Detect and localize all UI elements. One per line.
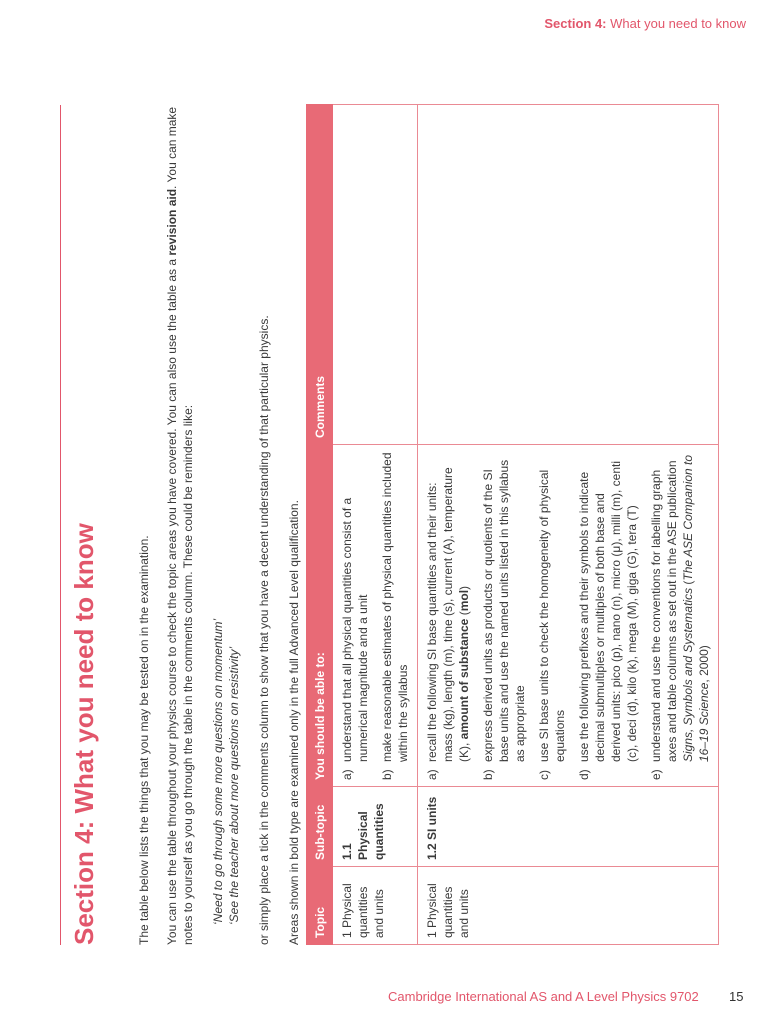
objective-text: use SI base units to check the homogeneity of physical equations bbox=[537, 469, 567, 762]
objective-item bbox=[648, 451, 712, 780]
objective-text: express derived units as products or quotients of the SI base units and use the named units listed in this syllabus as appropriate bbox=[481, 459, 527, 762]
objective-text: make reasonable estimates of physical quantities included within the syllabus bbox=[380, 452, 410, 762]
footer-book-title: Cambridge International AS and A Level Physics 9702 bbox=[388, 989, 699, 1004]
objective-item bbox=[339, 451, 371, 780]
header-topic: Topic bbox=[307, 867, 333, 945]
syllabus-table bbox=[306, 104, 719, 945]
header-objectives: You should be able to: bbox=[307, 445, 333, 787]
objective-item bbox=[576, 451, 640, 780]
intro-paragraph-1: The table below lists the things that you may be tested on in the examination. bbox=[137, 535, 151, 945]
section-heading-prefix: Section 4: bbox=[69, 820, 99, 945]
running-head-section: Section 4: bbox=[544, 16, 607, 31]
objective-italic-text: Signs, Symbols and Systematics bbox=[681, 587, 695, 762]
objective-text: understand and use the conventions for labelling graph axes and table columns as set out in the ASE publication bbox=[649, 460, 679, 762]
comments-cell[interactable] bbox=[418, 105, 719, 445]
section-rule bbox=[60, 105, 61, 945]
objective-italic-text: The ASE Companion to 16–19 Science bbox=[681, 454, 711, 762]
topic-cell: 1 Physical quantities and units bbox=[418, 867, 719, 945]
reminder-quote-2: ‘See the teacher about more questions on resistivity’ bbox=[227, 646, 241, 925]
topic-cell: 1 Physical quantities and units bbox=[333, 867, 418, 945]
objectives-cell bbox=[333, 445, 418, 787]
intro-p2-text-b: . You can make notes to yourself as you go through the table in the comments column. These could be reminders like: bbox=[165, 106, 195, 945]
objective-label: b) bbox=[380, 769, 394, 780]
objective-label: c) bbox=[537, 770, 551, 780]
intro-paragraph-4: Areas shown in bold type are examined only in the full Advanced Level qualification. bbox=[287, 500, 301, 945]
subtopic-cell: 1.2 SI units bbox=[418, 787, 719, 867]
running-head-title: What you need to know bbox=[610, 16, 746, 31]
header-subtopic: Sub-topic bbox=[307, 787, 333, 867]
objective-text: use the following prefixes and their symbols to indicate decimal submultiples or multiples of both base and derived units: pico (p), nano (n), micro (μ), milli (m), centi (c), deci (d), kilo (k), mega (M), giga (G), tera (T) bbox=[577, 461, 639, 762]
objective-label: a) bbox=[425, 769, 439, 780]
objective-text: recall the following SI base quantities and their units: mass (kg), length (m), time (s), current (A), temperature (K), bbox=[425, 467, 471, 762]
subtopic-cell: 1.1 Physical quantities bbox=[333, 787, 418, 867]
header-comments: Comments bbox=[307, 105, 333, 445]
objective-label: b) bbox=[481, 769, 495, 780]
objective-bold-text: amount of substance bbox=[457, 618, 471, 740]
objective-text: , 2000) bbox=[697, 645, 711, 683]
objective-label: d) bbox=[577, 769, 591, 780]
objective-item bbox=[424, 451, 472, 780]
section-heading bbox=[62, 523, 106, 945]
page-number: 15 bbox=[729, 989, 744, 1004]
objective-text: understand that all physical quantities consist of a numerical magnitude and a unit bbox=[340, 497, 370, 762]
running-head bbox=[544, 16, 746, 31]
objective-item bbox=[379, 451, 411, 780]
objective-text: ( bbox=[457, 611, 471, 619]
objectives-cell bbox=[418, 445, 719, 787]
table-row bbox=[333, 105, 418, 945]
intro-paragraph-2 bbox=[164, 105, 196, 945]
reminder-quote-1: ‘Need to go through some more questions on momentum’ bbox=[211, 618, 225, 925]
revision-aid-bold: revision aid bbox=[165, 188, 179, 256]
intro-p2-text-a: You can use the table throughout your physics course to check the topic areas you have covered. You can also use the table as a bbox=[165, 255, 179, 945]
objective-item bbox=[480, 451, 528, 780]
table-header-row bbox=[307, 105, 333, 945]
intro-paragraph-3: or simply place a tick in the comments column to show that you have a decent understanding of that particular physics. bbox=[257, 315, 271, 945]
objective-bold-text: mol bbox=[457, 589, 471, 612]
objective-label: a) bbox=[340, 769, 354, 780]
objective-item bbox=[536, 451, 568, 780]
objectives-list bbox=[424, 451, 712, 780]
objective-text: ) bbox=[457, 585, 471, 590]
table-row bbox=[418, 105, 719, 945]
section-heading-title: What you need to know bbox=[69, 523, 99, 814]
objectives-list bbox=[339, 451, 411, 780]
objective-text: ( bbox=[681, 580, 695, 588]
objective-label: e) bbox=[649, 769, 663, 780]
rotated-content bbox=[60, 105, 710, 945]
comments-cell[interactable] bbox=[333, 105, 418, 445]
